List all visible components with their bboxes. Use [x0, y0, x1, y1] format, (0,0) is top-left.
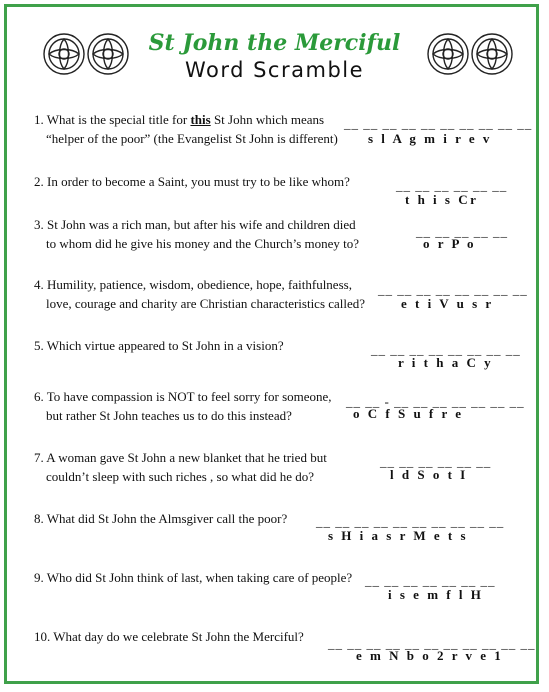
- question-9: [34, 568, 352, 587]
- question-text: 8. What did St John the Almsgiver call the poor?: [34, 511, 288, 526]
- question-text: 10. What day do we celebrate St John the Merciful?: [34, 629, 304, 644]
- scrambled-word: o C f S u f r e: [353, 406, 464, 421]
- answer-blanks[interactable]: __ __ __ __ __: [416, 224, 508, 239]
- question-5: [34, 336, 284, 355]
- scrambled-word: o r P o: [423, 236, 477, 251]
- question-text: 7. A woman gave St John a new blanket that he tried but: [34, 450, 327, 465]
- question-text-line2: to whom did he give his money and the Church’s money to?: [46, 236, 360, 251]
- answer-blanks[interactable]: __ __ __ __ __ __ __ __ __ __: [344, 116, 533, 131]
- scrambled-word: r i t h a C y: [398, 355, 494, 370]
- question-text-line2: “helper of the poor” (the Evangelist St John is different): [46, 131, 338, 146]
- question-text: 1. What is the special title for this St John which means: [34, 112, 325, 127]
- question-text: 4. Humility, patience, wisdom, obedience, hope, faithfulness,: [34, 277, 352, 292]
- question-2: [34, 172, 350, 191]
- scrambled-word: l d S o t I: [390, 467, 468, 482]
- answer-blanks[interactable]: __ __ __ __ __ __ __ __: [378, 282, 528, 297]
- question-text: 2. In order to become a Saint, you must try to be like whom?: [34, 174, 350, 189]
- question-text: 6. To have compassion is NOT to feel sorry for someone,: [34, 389, 332, 404]
- answer-blanks[interactable]: __ __ __ __ __ __ __ __: [371, 342, 521, 357]
- worksheet-subtitle: Word Scramble: [184, 58, 365, 82]
- question-8: [34, 509, 287, 528]
- question-text-line2: couldn’t sleep with such riches , so what did he do?: [46, 469, 315, 484]
- scrambled-word: s l A g m i r e v: [368, 131, 492, 146]
- question-text-line2: but rather St John teaches us to do this instead?: [46, 408, 292, 423]
- scrambled-word: t h i s Cr: [405, 192, 479, 207]
- question-3: [34, 215, 359, 253]
- question-text: 5. Which virtue appeared to St John in a vision?: [34, 338, 284, 353]
- question-4: [34, 275, 365, 313]
- scrambled-word: e m N b o 2 r v e 1: [356, 648, 504, 663]
- scrambled-word: s H i a s r M e t s: [328, 528, 469, 543]
- question-6: [34, 387, 332, 425]
- worksheet-title: St John the Merciful: [148, 30, 401, 56]
- scrambled-word: i s e m f l H: [388, 587, 484, 602]
- answer-blanks[interactable]: __ __ __ __ __ __ __ __ __ __ __: [328, 636, 536, 651]
- answer-blanks[interactable]: __ __ __ __ __ __ __: [365, 573, 496, 588]
- question-7: [34, 448, 327, 486]
- answer-blanks[interactable]: __ __ __ __ __ __: [396, 178, 508, 193]
- question-1: [34, 110, 338, 148]
- answer-blanks[interactable]: __ __ - __ __ __ __ __ __ __: [346, 394, 525, 409]
- question-text: 3. St John was a rich man, but after his wife and children died: [34, 217, 356, 232]
- answer-blanks[interactable]: __ __ __ __ __ __ __ __ __ __: [316, 514, 505, 529]
- question-10: [34, 627, 304, 646]
- scrambled-word: e t i V u s r: [401, 296, 494, 311]
- question-text-line2: love, courage and charity are Christian characteristics called?: [46, 296, 366, 311]
- answer-blanks[interactable]: __ __ __ __ __ __: [380, 454, 492, 469]
- question-text: 9. Who did St John think of last, when taking care of people?: [34, 570, 353, 585]
